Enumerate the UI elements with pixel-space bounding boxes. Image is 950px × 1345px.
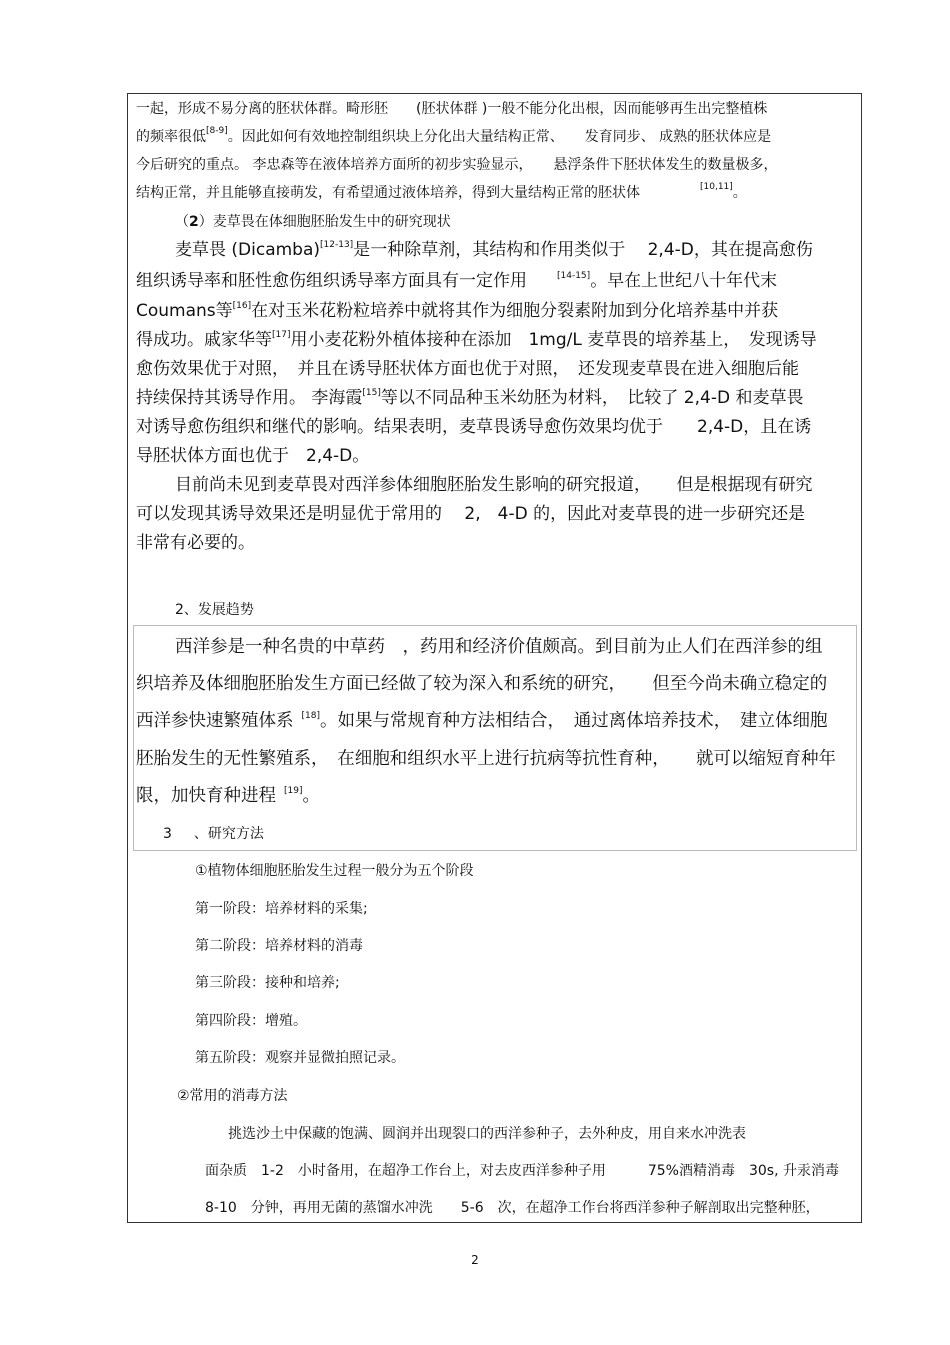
citation: [19]: [284, 786, 303, 796]
citation: [8-9]: [206, 126, 228, 136]
paragraph-line: Coumans等[16]在对玉米花粉粒培养中就将其作为细胞分裂素附加到分化培养基中并获: [136, 301, 779, 321]
citation: [15]: [362, 388, 381, 398]
paragraph-line: 西洋参是一种名贵的中草药 ，药用和经济价值颇高。到目前为止人们在西洋参的组: [175, 637, 823, 657]
paragraph-line: 限，加快育种进程 [19]。: [136, 786, 320, 806]
list-item: 第三阶段：接种和培养;: [195, 975, 340, 991]
paragraph-line: 西洋参快速繁殖体系 [18]。如果与常规育种方法相结合， 通过离体培养技术， 建立体细胞: [136, 711, 828, 731]
trend-section-box: [133, 625, 857, 851]
list-item: 第二阶段：培养材料的消毒: [195, 938, 363, 954]
list-heading: ②常用的消毒方法: [177, 1088, 288, 1104]
citation: [10,11]: [700, 182, 733, 192]
citation: [16]: [232, 301, 252, 311]
paragraph-line: 导胚状体方面也优于 2,4-D。: [136, 446, 370, 466]
list-item: 第五阶段：观察并显微拍照记录。: [195, 1050, 405, 1066]
paragraph-line: 持续保持其诱导作用。 李海霞[15]等以不同品种玉米幼胚为材料， 比较了 2,4-D 和麦草畏: [136, 388, 804, 408]
paragraph-line: 目前尚未见到麦草畏对西洋参体细胞胚胎发生影响的研究报道， 但是根据现有研究: [175, 475, 813, 495]
citation: [12-13]: [320, 240, 354, 250]
paragraph-line: 一起，形成不易分离的胚状体群。畸形胚 (胚状体群 )一般不能分化出根，因而能够再生出完整植株: [136, 101, 768, 117]
paragraph-line: 可以发现其诱导效果还是明显优于常用的 2, 4-D 的，因此对麦草畏的进一步研究还是: [136, 504, 806, 524]
paragraph-line: 胚胎发生的无性繁殖系， 在细胞和组织水平上进行抗病等抗性育种， 就可以缩短育种年: [136, 749, 836, 769]
paragraph-line: 今后研究的重点。 李忠森等在液体培养方面所的初步实验显示， 悬浮条件下胚状体发生的数量极多，: [136, 157, 778, 173]
paragraph-line: 织培养及体细胞胚胎发生方面已经做了较为深入和系统的研究， 但至今尚未确立稳定的: [136, 674, 828, 694]
paragraph-line: 得成功。戚家华等[17]用小麦花粉外植体接种在添加 1mg/L 麦草畏的培养基上， 发现诱导: [136, 330, 817, 350]
paragraph-line: 的频率很低[8-9]。因此如何有效地控制组织块上分化出大量结构正常、 发育同步、 成熟的胚状体应是: [136, 126, 772, 145]
paragraph-line: 麦草畏 (Dicamba)[12-13]是一种除草剂，其结构和作用类似于 2,4-D，其在提高愈伤: [175, 240, 813, 260]
paragraph-line: 结构正常，并且能够直接萌发，有希望通过液体培养，得到大量结构正常的胚状体 [10,11]。: [136, 182, 747, 201]
list-item: 第一阶段：培养材料的采集;: [195, 901, 368, 917]
paragraph-line: 非常有必要的。: [136, 533, 255, 553]
subsection-heading: （2）麦草畏在体细胞胚胎发生中的研究现状: [175, 214, 451, 230]
section-heading: 2、发展趋势: [175, 602, 254, 618]
paragraph-line: 对诱导愈伤组织和继代的影响。结果表明，麦草畏诱导愈伤效果均优于 2,4-D，且在诱: [136, 417, 812, 437]
paragraph-line: 8-10 分钟，再用无菌的蒸馏水冲洗 5-6 次，在超净工作台将西洋参种子解剖取出完整种胚，: [205, 1200, 820, 1216]
page-number: 2: [471, 1253, 479, 1267]
list-item: 第四阶段：增殖。: [195, 1013, 307, 1029]
paragraph-line: 愈伤效果优于对照， 并且在诱导胚状体方面也优于对照， 还发现麦草畏在进入细胞后能: [136, 359, 799, 379]
paragraph-line: 挑选沙土中保藏的饱满、圆润并出现裂口的西洋参种子，去外种皮，用自来水冲洗表: [228, 1126, 746, 1142]
section-heading: 3 、研究方法: [163, 826, 264, 842]
paragraph-line: 面杂质 1-2 小时备用，在超净工作台上，对去皮西洋参种子用 75%酒精消毒 30s, 升汞消毒: [205, 1163, 839, 1179]
citation: [18]: [301, 711, 320, 721]
citation: [14-15]: [557, 271, 591, 281]
paragraph-line: 组织诱导率和胚性愈伤组织诱导率方面具有一定作用 [14-15]。早在上世纪八十年代末: [136, 271, 778, 291]
citation: [17]: [272, 330, 291, 340]
list-heading: ①植物体细胞胚胎发生过程一般分为五个阶段: [195, 863, 474, 879]
